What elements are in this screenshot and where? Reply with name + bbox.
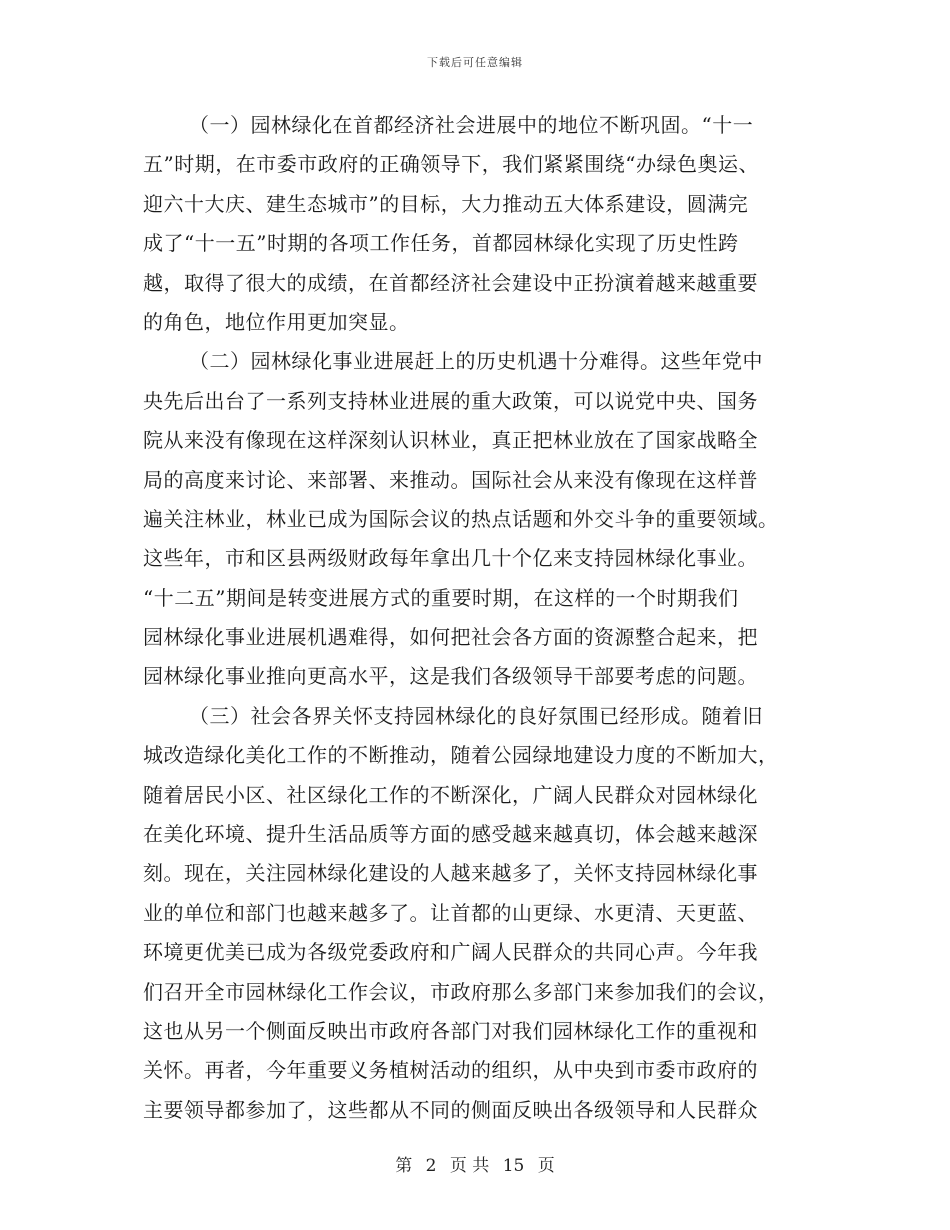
text-line: 局的高度来讨论、来部署、来推动。国际社会从来没有像现在这样普	[143, 467, 758, 492]
text-line: 业的单位和部门也越来越多了。让首都的山更绿、水更清、天更蓝、	[143, 900, 758, 925]
document-body	[143, 106, 815, 1130]
text-line: 环境更优美已成为各级党委政府和广阔人民群众的共同心声。今年我	[143, 940, 758, 965]
text-line: 越，取得了很大的成绩，在首都经济社会建设中正扮演着越来越重要	[143, 270, 758, 295]
text-line: 五”时期，在市委市政府的正确领导下，我们紧紧围绕“办绿色奥运、	[143, 152, 759, 177]
text-line: 成了“十一五”时期的各项工作任务，首都园林绿化实现了历史性跨	[143, 231, 739, 256]
text-line: 在美化环境、提升生活品质等方面的感受越来越真切，体会越来越深	[143, 822, 758, 847]
text-line: 的角色，地位作用更加突显。	[143, 309, 410, 334]
text-line: 园林绿化事业推向更高水平，这是我们各级领导干部要考虑的问题。	[143, 664, 758, 689]
text-line: （一）园林绿化在首都经济社会进展中的地位不断巩固。“十一	[189, 113, 754, 137]
footer-prefix: 第	[395, 1156, 413, 1176]
text-line: 遍关注林业，林业已成为国际会议的热点话题和外交斗争的重要领域。	[143, 506, 779, 531]
text-line: 们召开全市园林绿化工作会议，市政府那么多部门来参加我们的会议，	[143, 979, 779, 1004]
text-line: 随着居民小区、社区绿化工作的不断深化，广阔人民群众对园林绿化	[143, 782, 758, 807]
total-page-count: 15	[502, 1156, 525, 1176]
text-line: “十二五”期间是转变进展方式的重要时期，在这样的一个时期我们	[143, 585, 739, 610]
text-line: 这些年，市和区县两级财政每年拿出几十个亿来支持园林绿化事业。	[143, 546, 758, 571]
text-line: 迎六十大庆、建生态城市”的目标，大力推动五大体系建设，圆满完	[143, 191, 749, 216]
footer-suffix: 页	[537, 1156, 555, 1176]
text-line: 央先后出台了一系列支持林业进展的重大政策，可以说党中央、国务	[143, 388, 758, 413]
footer-middle: 页 共	[449, 1156, 490, 1176]
text-line: （二）园林绿化事业进展赶上的历史机遇十分难得。这些年党中	[189, 349, 763, 374]
text-line: 刻。现在，关注园林绿化建设的人越来越多了，关怀支持园林绿化事	[143, 861, 758, 886]
text-line: 关怀。再者，今年重要义务植树活动的组织，从中央到市委市政府的	[143, 1058, 758, 1083]
text-line: 这也从另一个侧面反映出市政府各部门对我们园林绿化工作的重视和	[143, 1018, 758, 1043]
page-footer	[0, 1151, 950, 1176]
text-line: 城改造绿化美化工作的不断推动，随着公园绿地建设力度的不断加大，	[143, 743, 779, 768]
text-line: 院从来没有像现在这样深刻认识林业，真正把林业放在了国家战略全	[143, 428, 758, 453]
current-page-number: 2	[425, 1156, 437, 1176]
text-line: （三）社会各界关怀支持园林绿化的良好氛围已经形成。随着旧	[189, 703, 763, 728]
text-line: 主要领导都参加了，这些都从不同的侧面反映出各级领导和人民群众	[143, 1097, 758, 1122]
page-header-note: 下载后可任意编辑	[427, 56, 523, 69]
text-line: 园林绿化事业进展机遇难得，如何把社会各方面的资源整合起来，把	[143, 625, 758, 650]
